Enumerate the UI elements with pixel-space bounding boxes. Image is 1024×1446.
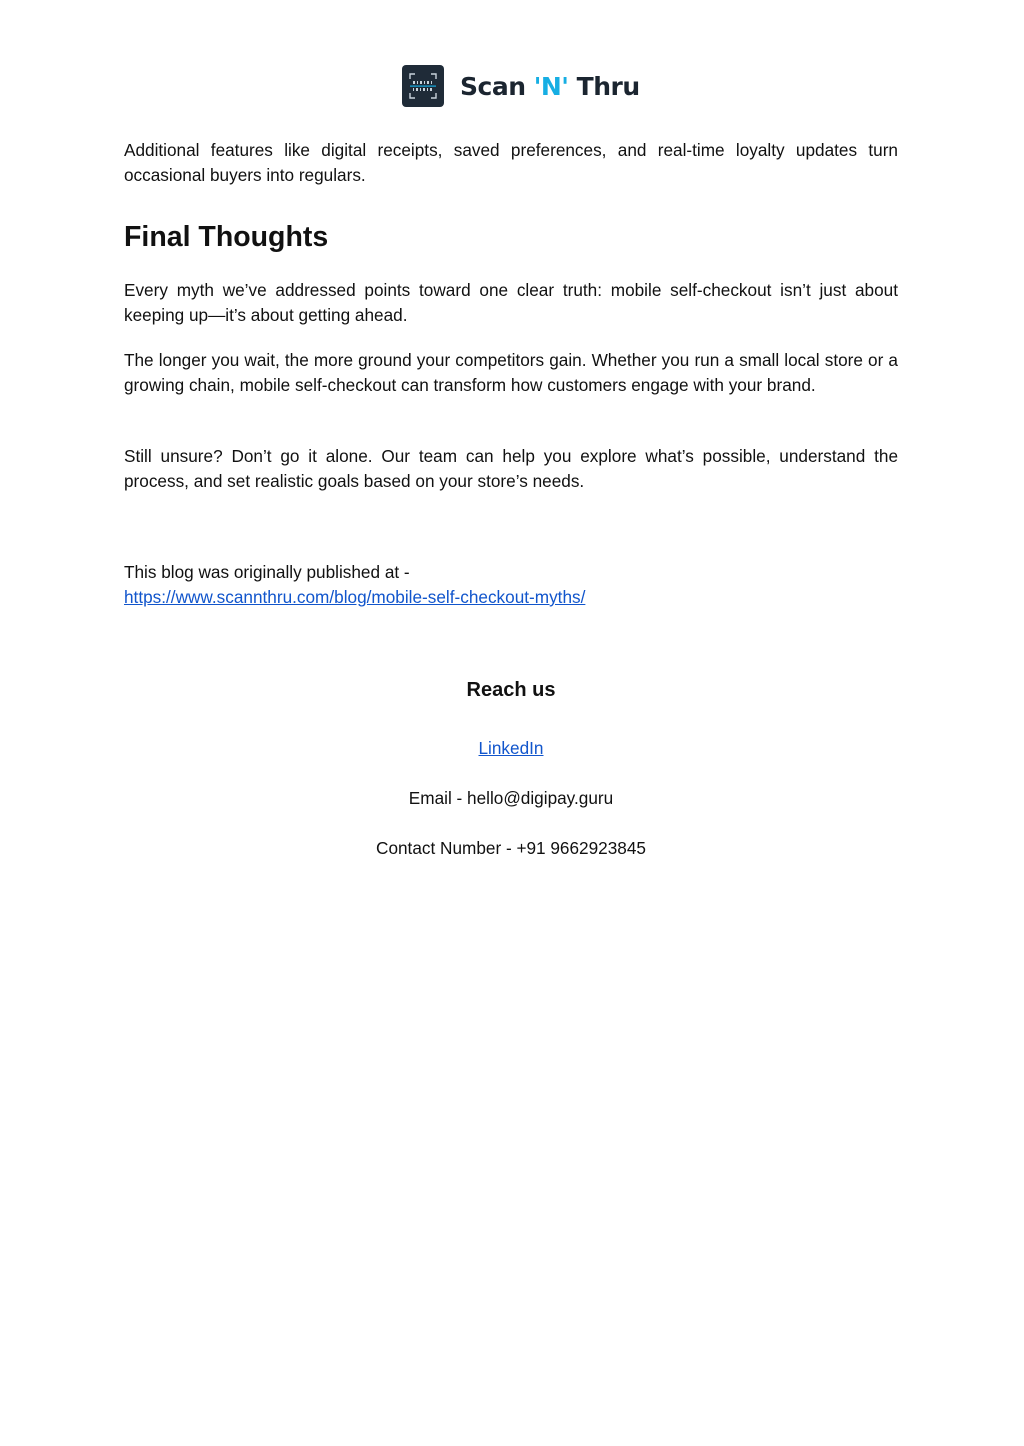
barcode-scan-icon xyxy=(402,65,444,107)
brand-name-prefix: Scan xyxy=(460,71,526,101)
brand-logo xyxy=(402,64,640,108)
paragraph-unsure: Still unsure? Don’t go it alone. Our team can help you explore what’s possible, understand the process, and set realistic goals based on your store’s needs. xyxy=(124,446,898,491)
reach-us-heading: Reach us xyxy=(466,679,556,701)
intro-paragraph: Additional features like digital receipts, saved preferences, and real-time loyalty updates turn occasional buyers into regulars. xyxy=(124,140,898,185)
source-block xyxy=(124,560,898,610)
brand-name-accent: 'N' xyxy=(525,71,577,101)
paragraph-1-block xyxy=(124,278,898,328)
reach-us-block xyxy=(0,678,1022,702)
phone-line: Contact Number - +91 9662923845 xyxy=(376,838,646,858)
source-url-link[interactable]: https://www.scannthru.com/blog/mobile-self-checkout-myths/ xyxy=(124,587,586,607)
brand-name-suffix: Thru xyxy=(576,71,640,101)
linkedin-link[interactable]: LinkedIn xyxy=(478,738,544,758)
brand-wordmark xyxy=(460,72,640,101)
paragraph-2-block xyxy=(124,348,898,398)
source-line xyxy=(124,560,898,610)
linkedin-block xyxy=(0,736,1022,760)
paragraph-competitors: The longer you wait, the more ground your competitors gain. Whether you run a small local store or a growing chain, mobile self-checkout can transform how customers engage with your brand. xyxy=(124,350,898,395)
paragraph-myths: Every myth we’ve addressed points toward one clear truth: mobile self-checkout isn’t just about keeping up—it’s about getting ahead. xyxy=(124,280,898,325)
source-label: This blog was originally published at - xyxy=(124,562,410,582)
section-heading-block xyxy=(124,220,898,254)
intro-paragraph-block xyxy=(124,138,898,188)
section-heading: Final Thoughts xyxy=(124,221,329,253)
paragraph-3-block xyxy=(124,444,898,494)
email-line: Email - hello@digipay.guru xyxy=(408,788,614,808)
